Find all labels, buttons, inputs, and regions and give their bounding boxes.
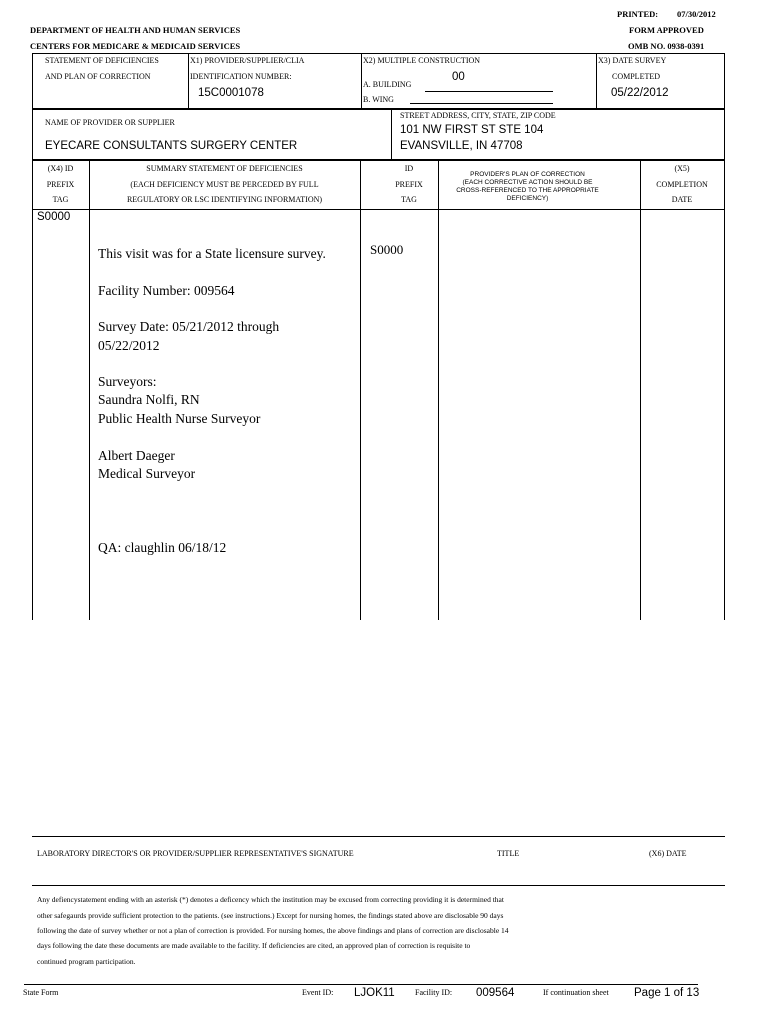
department-title: DEPARTMENT OF HEALTH AND HUMAN SERVICES — [30, 25, 241, 35]
event-id-value: LJOK11 — [354, 987, 395, 999]
building-label: A. BUILDING — [363, 80, 412, 89]
survey-completed-date: 05/22/2012 — [611, 87, 669, 99]
cms-title: CENTERS FOR MEDICARE & MEDICAID SERVICES — [30, 41, 241, 51]
provider-name-label: NAME OF PROVIDER OR SUPPLIER — [45, 118, 175, 127]
x1-label-2: IDENTIFICATION NUMBER: — [190, 72, 292, 81]
provider-box — [32, 109, 725, 160]
summary-header-3: REGULATORY OR LSC IDENTIFYING INFORMATION) — [126, 195, 323, 204]
building-value: 00 — [452, 71, 465, 83]
surveyor-2-title: Medical Surveyor — [98, 466, 196, 481]
x5-header-2: COMPLETION — [656, 180, 708, 189]
disclaimer-line-3: following the date of survey whether or not a plan of correction is provided. For nursing homes, the above findings and plans of correction are disclosable 14 — [37, 926, 509, 935]
omb-number: OMB NO. 0938-0391 — [628, 41, 705, 51]
x6-date-label: (X6) DATE — [649, 849, 687, 858]
title-label: TITLE — [497, 849, 520, 858]
surveyors-label: Surveyors: — [98, 374, 157, 389]
state-form-label: State Form — [23, 988, 59, 997]
plan-header-3: CROSS-REFERENCED TO THE APPROPRIATE — [456, 187, 599, 194]
id-header-1: ID — [404, 164, 414, 173]
plan-header-2: (EACH CORRECTIVE ACTION SHOULD BE — [462, 179, 593, 186]
event-id-label: Event ID: — [302, 988, 334, 997]
survey-date-line-2: 05/22/2012 — [98, 338, 160, 353]
surveyor-1-title: Public Health Nurse Surveyor — [98, 411, 261, 426]
x1-label-1: X1) PROVIDER/SUPPLIER/CLIA — [190, 56, 305, 65]
address-line-2: EVANSVILLE, IN 47708 — [400, 140, 523, 152]
statement-label-1: STATEMENT OF DEFICIENCIES — [45, 56, 159, 65]
id-header-2: PREFIX — [395, 180, 423, 189]
address-label: STREET ADDRESS, CITY, STATE, ZIP CODE — [400, 111, 556, 120]
disclaimer-line-1: Any defiencystatement ending with an asterisk (*) denotes a deficency which the institution may be excused from correcting providing it is determined that — [37, 895, 504, 904]
visit-statement: This visit was for a State licensure survey. — [98, 246, 326, 261]
id-header-3: TAG — [401, 195, 417, 204]
wing-label: B. WING — [363, 95, 394, 104]
x3-label-2: COMPLETED — [612, 72, 660, 81]
x5-header-1: (X5) — [674, 164, 690, 173]
printed-date: 07/30/2012 — [677, 9, 716, 19]
plan-header-1: PROVIDER'S PLAN OF CORRECTION — [470, 171, 585, 178]
x3-label-1: X3) DATE SURVEY — [598, 56, 667, 65]
disclaimer-line-2: other safegaurds provide sufficient protection to the patients. (see instructions.) Except for nursing homes, the findings stated above are disclosable 90 days — [37, 911, 504, 920]
summary-header-2: (EACH DEFICIENCY MUST BE PERCEDED BY FULL — [130, 180, 319, 189]
address-line-1: 101 NW FIRST ST STE 104 — [400, 124, 544, 136]
facility-id-value: 009564 — [476, 987, 515, 999]
form-approved: FORM APPROVED — [629, 25, 704, 35]
clia-number: 15C0001078 — [198, 87, 264, 99]
surveyor-2-name: Albert Daeger — [98, 448, 175, 463]
summary-header-1: SUMMARY STATEMENT OF DEFICIENCIES — [146, 164, 303, 173]
facility-number: Facility Number: 009564 — [98, 283, 235, 298]
survey-date-line-1: Survey Date: 05/21/2012 through — [98, 319, 280, 334]
plan-header-4: DEFICIENCY) — [506, 195, 549, 202]
x4-header-3: TAG — [52, 195, 69, 204]
x4-header-2: PREFIX — [46, 180, 75, 189]
facility-id-label: Facility ID: — [415, 988, 453, 997]
qa-note: QA: claughlin 06/18/12 — [98, 540, 227, 555]
statement-label-2: AND PLAN OF CORRECTION — [45, 72, 151, 81]
printed-label: PRINTED: — [617, 9, 659, 19]
x2-label: X2) MULTIPLE CONSTRUCTION — [363, 56, 481, 65]
surveyor-1-name: Saundra Nolfi, RN — [98, 392, 200, 407]
disclaimer-line-5: continued program participation. — [37, 957, 136, 966]
x4-header-1: (X4) ID — [47, 164, 74, 173]
page-number: Page 1 of 13 — [634, 987, 700, 999]
continuation-label: If continuation sheet — [543, 988, 609, 997]
director-signature-label: LABORATORY DIRECTOR'S OR PROVIDER/SUPPLIER REPRESENTATIVE'S SIGNATURE — [37, 849, 354, 858]
provider-name: EYECARE CONSULTANTS SURGERY CENTER — [45, 140, 298, 152]
x5-header-3: DATE — [671, 195, 693, 204]
right-prefix-tag: S0000 — [370, 242, 404, 257]
prefix-tag: S0000 — [37, 211, 71, 223]
disclaimer-line-4: days following the date these documents are made available to the facility. If deficiencies are cited, an approved plan of correction is requisite to — [37, 941, 471, 950]
